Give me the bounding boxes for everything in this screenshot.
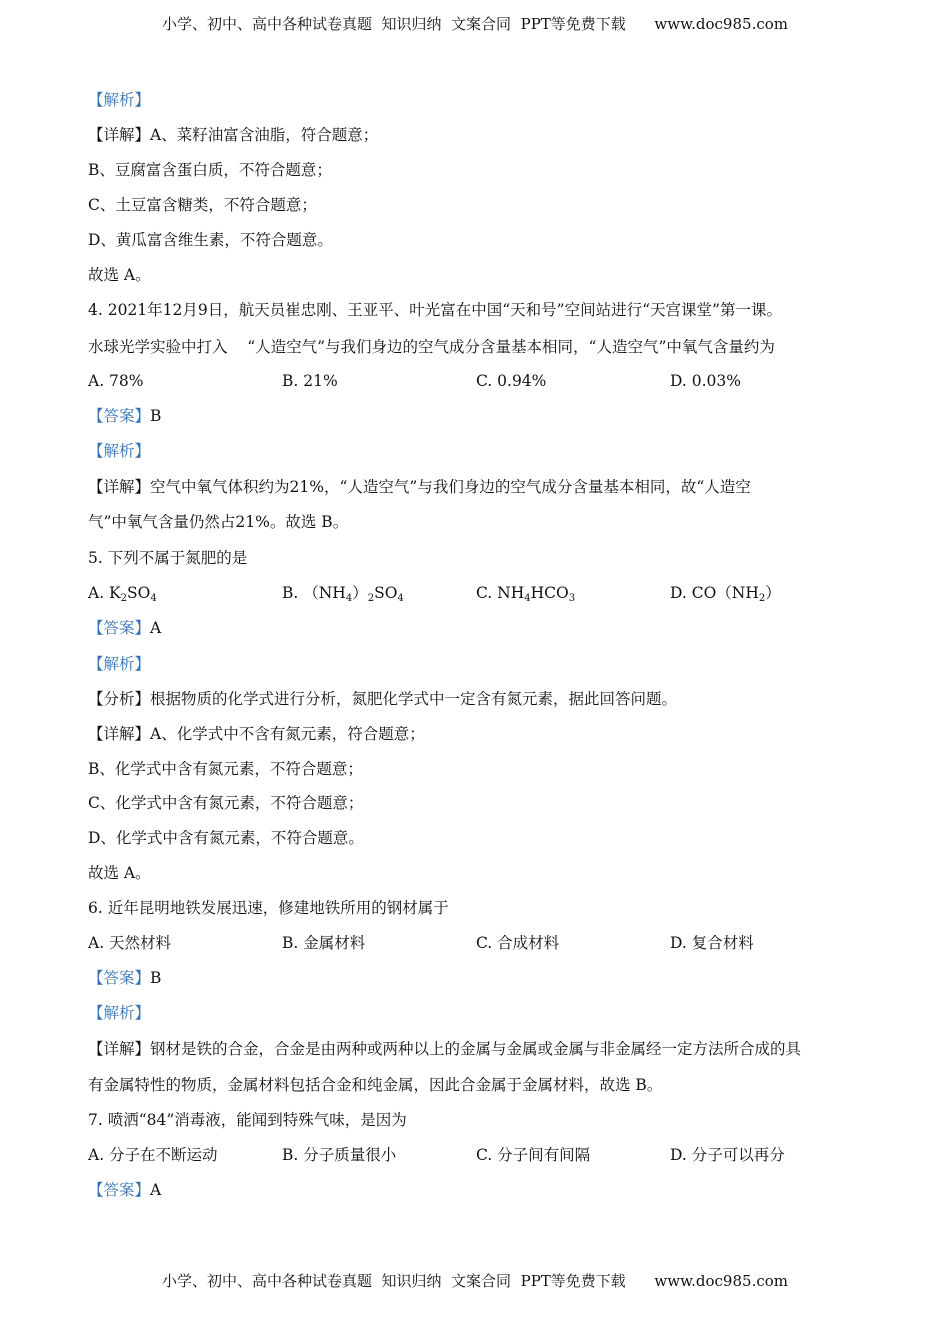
option-b: B. 21% — [282, 372, 338, 390]
option-c: C. $NH_4HCO_3$ — [476, 584, 576, 604]
option-b: B. $(NH_4)_2SO_4$ — [282, 584, 404, 604]
analysis-tag: 【解析】 — [88, 91, 151, 109]
option-row — [88, 371, 868, 391]
option-d: D. 复合材料 — [670, 934, 754, 952]
option-a: A. 78% — [88, 372, 144, 390]
detail-line: C、土豆富含糖类，不符合题意； — [88, 196, 317, 214]
option-row — [88, 583, 868, 603]
conclusion-line: 故选 A。 — [88, 864, 151, 882]
option-row — [88, 933, 868, 953]
option-d: D. 分子可以再分 — [670, 1146, 785, 1164]
detail-line: 有金属特性的物质，金属材料包括合金和纯金属，因此合金属于金属材料，故选 B。 — [88, 1076, 663, 1094]
question-stem: 4. 2021年12月9日，航天员崔忠刚、王亚平、叶光富在中国“天和号”空间站进行“天宫课堂”第一课。 — [88, 301, 782, 319]
option-c: C. 分子间有间隔 — [476, 1146, 591, 1164]
detail-line: D、化学式中含有氮元素，不符合题意。 — [88, 829, 364, 847]
answer-line: 【答案】B — [88, 969, 162, 987]
option-c: C. 合成材料 — [476, 934, 560, 952]
answer-line: 【答案】B — [88, 407, 162, 425]
question-stem: 5. 下列不属于氮肥的是 — [88, 549, 248, 567]
detail-line: 【详解】A、菜籽油富含油脂，符合题意； — [88, 126, 379, 144]
conclusion-line: 故选 A。 — [88, 266, 151, 284]
detail-line: 气”中氧气含量仍然占21%。故选 B。 — [88, 513, 349, 531]
detail-line: D、黄瓜富含维生素，不符合题意。 — [88, 231, 333, 249]
detail-line: C、化学式中含有氮元素，不符合题意； — [88, 794, 364, 812]
option-a: A. $K_2SO_4$ — [88, 584, 157, 604]
answer-line: 【答案】A — [88, 619, 162, 637]
option-b: B. 金属材料 — [282, 934, 366, 952]
option-b: B. 分子质量很小 — [282, 1146, 397, 1164]
option-d: D. $CO(NH_2)$ — [670, 584, 781, 604]
page-header: 小学、初中、高中各种试卷真题 知识归纳 文案合同 PPT等免费下载 www.doc985.com — [161, 15, 788, 33]
analysis-tag: 【解析】 — [88, 442, 151, 460]
page-footer: 小学、初中、高中各种试卷真题 知识归纳 文案合同 PPT等免费下载 www.doc985.com — [161, 1272, 788, 1290]
answer-line: 【答案】A — [88, 1181, 162, 1199]
question-stem: 6. 近年昆明地铁发展迅速，修建地铁所用的钢材属于 — [88, 899, 449, 917]
detail-line: B、豆腐富含蛋白质，不符合题意； — [88, 161, 332, 179]
option-a: A. 分子在不断运动 — [88, 1146, 218, 1164]
analysis-tag: 【解析】 — [88, 655, 151, 673]
question-stem: 水球光学实验中打入 “人造空气”与我们身边的空气成分含量基本相同，“人造空气”中氧气含量约为 — [88, 338, 775, 356]
detail-line: 【详解】A、化学式中不含有氮元素，符合题意； — [88, 725, 425, 743]
analysis-tag: 【解析】 — [88, 1004, 151, 1022]
option-c: C. 0.94% — [476, 372, 547, 390]
option-row — [88, 1145, 868, 1165]
detail-line: 【详解】空气中氧气体积约为21%，“人造空气”与我们身边的空气成分含量基本相同，故“人造空 — [88, 478, 751, 496]
detail-line: B、化学式中含有氮元素，不符合题意； — [88, 760, 363, 778]
fenxi-line: 【分析】根据物质的化学式进行分析，氮肥化学式中一定含有氮元素，据此回答问题。 — [88, 690, 678, 708]
detail-line: 【详解】钢材是铁的合金，合金是由两种或两种以上的金属与金属或金属与非金属经一定方法所合成的具 — [88, 1040, 802, 1058]
option-a: A. 天然材料 — [88, 934, 172, 952]
option-d: D. 0.03% — [670, 372, 741, 390]
question-stem: 7. 喷洒“84”消毒液，能闻到特殊气味，是因为 — [88, 1111, 407, 1129]
